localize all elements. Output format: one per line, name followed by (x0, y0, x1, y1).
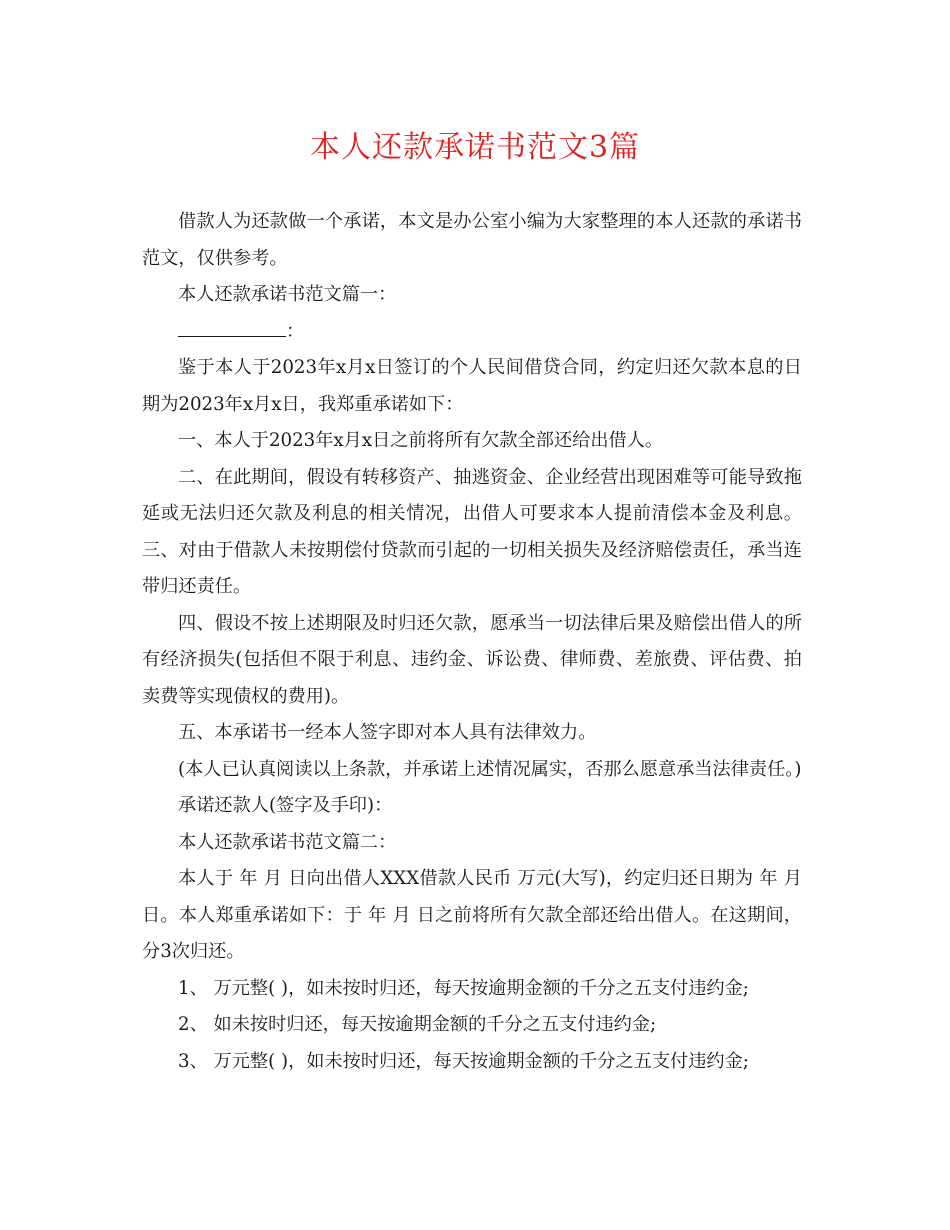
section-1-signature: 承诺还款人(签字及手印)： (178, 795, 393, 816)
section-1-item-4: 四、假设不按上述期限及时归还欠款，愿承当一切法律后果及赔偿出借人的所有经济损失(包括但不限于利息、违约金、诉讼费、律师费、差旅费、评估费、拍卖费等实现债权的费用)。 (142, 612, 802, 707)
addressee-colon: ： (286, 320, 305, 342)
section-1-note: (本人已认真阅读以上条款，并承诺上述情况属实，否那么愿意承当法律责任。) (178, 758, 802, 780)
section-2-item-3: 3、 万元整( )，如未按时归还，每天按逾期金额的千分之五支付违约金; (178, 1050, 749, 1072)
document-body (142, 204, 802, 1080)
section-2-paragraph: 本人于 年 月 日向出借人XXX借款人民币 万元(大写)，约定归还日期为 年 月 日。本人郑重承诺如下：于 年 月 日之前将所有欠款全部还给出借人。在这期间，分3次归还。 (142, 868, 802, 962)
section-1-item-5: 五、本承诺书一经本人签字即对本人具有法律效力。 (178, 722, 597, 743)
addressee-blank (178, 314, 286, 337)
section-1-heading: 本人还款承诺书范文篇一： (178, 284, 397, 305)
section-1-item-2-3: 二、在此期间，假设有转移资产、抽逃资金、企业经营出现困难等可能导致拖延或无法归还欠款及利息的相关情况，出借人可要求本人提前清偿本金及利息。 三、对由于借款人未按期偿付贷款而引起的一切相关损失及经济赔偿责任，承当连带归还责任。 (142, 466, 802, 597)
section-1-item-1: 一、本人于2023年x月x日之前将所有欠款全部还给出借人。 (178, 430, 664, 451)
section-1-paragraph: 鉴于本人于2023年x月x日签订的个人民间借贷合同，约定归还欠款本息的日期为2023年x月x日，我郑重承诺如下： (142, 357, 802, 415)
intro-paragraph: 借款人为还款做一个承诺，本文是办公室小编为大家整理的本人还款的承诺书范文，仅供参考。 (142, 211, 802, 269)
addressee-line (142, 314, 802, 351)
section-2-heading: 本人还款承诺书范文篇二： (178, 831, 397, 853)
section-2-item-1: 1、 万元整( )，如未按时归还，每天按逾期金额的千分之五支付违约金; (178, 977, 749, 999)
document-title: 本人还款承诺书范文3篇 (309, 130, 641, 165)
section-2-item-2: 2、 如未按时归还，每天按逾期金额的千分之五支付违约金; (178, 1014, 657, 1035)
